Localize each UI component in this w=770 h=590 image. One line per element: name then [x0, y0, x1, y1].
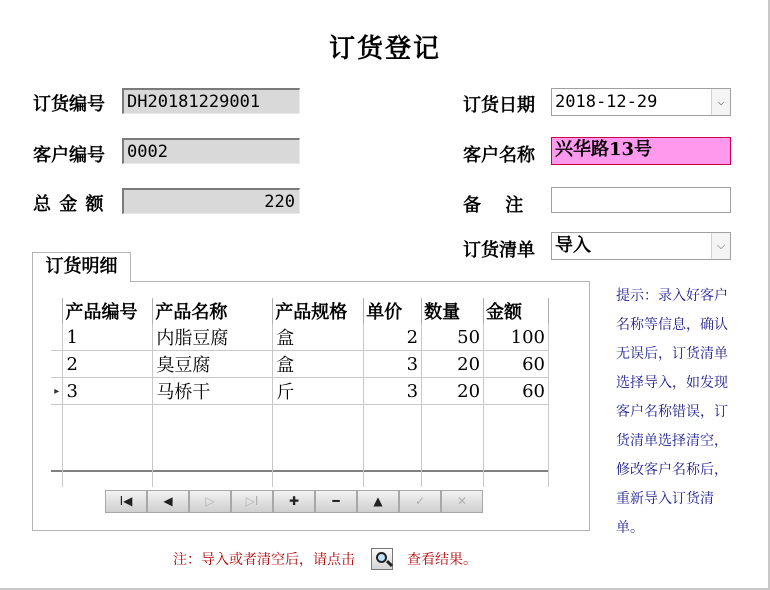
order-date-picker[interactable] — [551, 88, 731, 116]
table-cell[interactable]: 盒 — [273, 351, 364, 378]
record-navigator — [105, 490, 483, 514]
customer-name-label: 客户名称 — [463, 145, 535, 166]
empty-cell — [51, 405, 63, 487]
column-header[interactable]: 金额 — [484, 298, 549, 324]
insert-record-button[interactable]: ✚ — [273, 490, 315, 513]
empty-cell — [153, 405, 273, 487]
order-date-label: 订货日期 — [463, 95, 535, 116]
table-cell[interactable]: 60 — [484, 378, 549, 405]
remark-label: 备 注 — [463, 195, 524, 216]
bottom-note — [173, 548, 477, 570]
customer-name-field[interactable]: 兴华路13号 — [551, 137, 731, 165]
grid-header-row — [51, 298, 549, 324]
table-cell[interactable]: 3 — [364, 378, 422, 405]
cancel-record-button[interactable]: ✕ — [441, 490, 483, 513]
table-row[interactable] — [51, 324, 549, 351]
next-record-button[interactable]: ▷ — [189, 490, 231, 513]
table-cell[interactable]: 60 — [484, 351, 549, 378]
empty-cell — [63, 405, 153, 487]
table-row[interactable] — [51, 351, 549, 378]
hint-text: 提示：录入好客户名称等信息，确认无误后，订货清单选择导入，如发现客户名称错误，订货清单选择清空，修改客户名称后，重新导入订货清单。 — [616, 288, 728, 536]
prior-record-button[interactable]: ◀ — [147, 490, 189, 513]
order-date-value: 2018-12-29 — [555, 92, 658, 112]
row-indicator — [51, 324, 63, 351]
edit-record-button[interactable]: ▲ — [357, 490, 399, 513]
table-cell[interactable]: 内脂豆腐 — [153, 324, 273, 351]
grid-table — [51, 298, 549, 487]
customer-no-field[interactable]: 0002 — [122, 138, 300, 164]
empty-cell — [422, 405, 484, 487]
total-field[interactable]: 220 — [122, 188, 300, 214]
table-cell[interactable]: 3 — [63, 378, 153, 405]
remark-field[interactable] — [551, 187, 731, 213]
column-header[interactable]: 产品规格 — [273, 298, 364, 324]
magnifier-icon[interactable] — [371, 548, 393, 570]
table-cell[interactable]: 马桥干 — [153, 378, 273, 405]
table-cell[interactable]: 50 — [422, 324, 484, 351]
column-header[interactable]: 数量 — [422, 298, 484, 324]
row-indicator — [51, 351, 63, 378]
table-cell[interactable]: 臭豆腐 — [153, 351, 273, 378]
first-record-button[interactable]: I◀ — [105, 490, 147, 513]
delete-record-button[interactable]: ━ — [315, 490, 357, 513]
page-title: 订货登记 — [328, 34, 441, 64]
table-cell[interactable]: 斤 — [273, 378, 364, 405]
tab-order-detail[interactable]: 订货明细 — [32, 252, 131, 282]
row-indicator-header — [51, 298, 63, 324]
empty-cell — [273, 405, 364, 487]
customer-no-label: 客户编号 — [33, 145, 105, 166]
order-list-value: 导入 — [555, 235, 591, 256]
table-row[interactable] — [51, 378, 549, 405]
table-cell[interactable]: 3 — [364, 351, 422, 378]
column-header[interactable]: 单价 — [364, 298, 422, 324]
note-text-after: 查看结果。 — [407, 552, 477, 568]
table-cell[interactable]: 1 — [63, 324, 153, 351]
total-label: 总 金 额 — [33, 194, 105, 215]
table-cell[interactable]: 20 — [422, 378, 484, 405]
table-cell[interactable]: 2 — [364, 324, 422, 351]
current-row-indicator: ▸ — [51, 378, 63, 405]
empty-cell — [484, 405, 549, 487]
order-no-label: 订货编号 — [33, 94, 105, 115]
post-record-button[interactable]: ✓ — [399, 490, 441, 513]
order-list-label: 订货清单 — [463, 240, 535, 261]
table-cell[interactable]: 盒 — [273, 324, 364, 351]
chevron-down-icon[interactable]: ⌵ — [711, 89, 730, 115]
column-header[interactable]: 产品编号 — [63, 298, 153, 324]
order-detail-grid[interactable] — [51, 298, 549, 472]
order-list-select[interactable] — [551, 232, 731, 260]
note-text-before: 注：导入或者清空后，请点击 — [173, 552, 355, 568]
table-cell[interactable]: 20 — [422, 351, 484, 378]
empty-cell — [364, 405, 422, 487]
order-no-field[interactable]: DH20181229001 — [122, 88, 300, 114]
last-record-button[interactable]: ▷I — [231, 490, 273, 513]
table-cell[interactable]: 2 — [63, 351, 153, 378]
chevron-down-icon[interactable]: ⌵ — [711, 233, 730, 259]
column-header[interactable]: 产品名称 — [153, 298, 273, 324]
table-cell[interactable]: 100 — [484, 324, 549, 351]
empty-grid-area — [51, 405, 549, 487]
